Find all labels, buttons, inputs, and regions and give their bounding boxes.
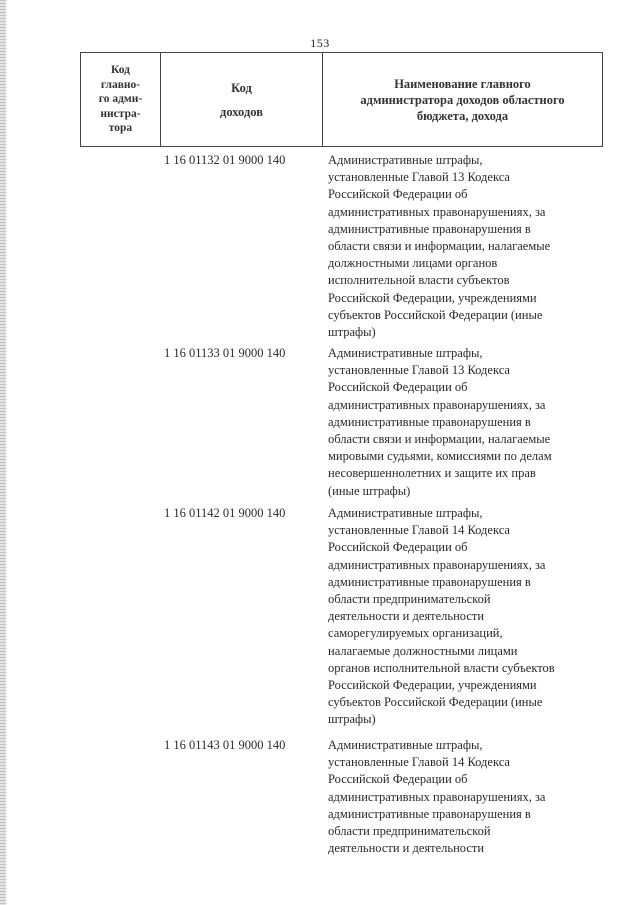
revenue-code: 1 16 01142 01 9000 140 [164,506,286,520]
table-header [80,52,603,147]
revenue-name: Административные штрафы, установленные Главой 14 Кодекса Российской Федерации об административных правонарушениях, за административные правонарушения в области предпринимательской деятельности и деятельности саморегулируемых организаций, налагаемые должностными лицами органов исполнительной власти субъектов Российской Федерации, учреждениями субъектов Российской Федерации (иные штрафы) [328,506,555,727]
header-revenue-code: Код доходов [160,53,322,146]
revenue-code: 1 16 01133 01 9000 140 [164,346,286,360]
revenue-code: 1 16 01143 01 9000 140 [164,738,286,752]
scan-edge [0,0,6,905]
revenue-code: 1 16 01132 01 9000 140 [164,153,286,167]
revenue-name: Административные штрафы, установленные Главой 13 Кодекса Российской Федерации об административных правонарушениях, за административные правонарушения в области связи и информации, налагаемые мировыми судьями, комиссиями по делам несовершеннолетних и защите их прав (иные штрафы) [328,346,552,498]
page-number: 153 [310,36,330,50]
header-name: Наименование главного администратора доходов областного бюджета, дохода [322,53,602,146]
revenue-name: Административные штрафы, установленные Главой 13 Кодекса Российской Федерации об административных правонарушениях, за административные правонарушения в области связи и информации, налагаемые должностными лицами органов исполнительной власти субъектов Российской Федерации, учреждениями субъектов Российской Федерации (иные штрафы) [328,153,551,340]
revenue-name: Административные штрафы, установленные Главой 14 Кодекса Российской Федерации об административных правонарушениях, за административные правонарушения в области предпринимательской деятельности и деятельности [328,738,546,856]
header-admin-code: Код главно- го адми- нистра- тора [98,64,143,135]
